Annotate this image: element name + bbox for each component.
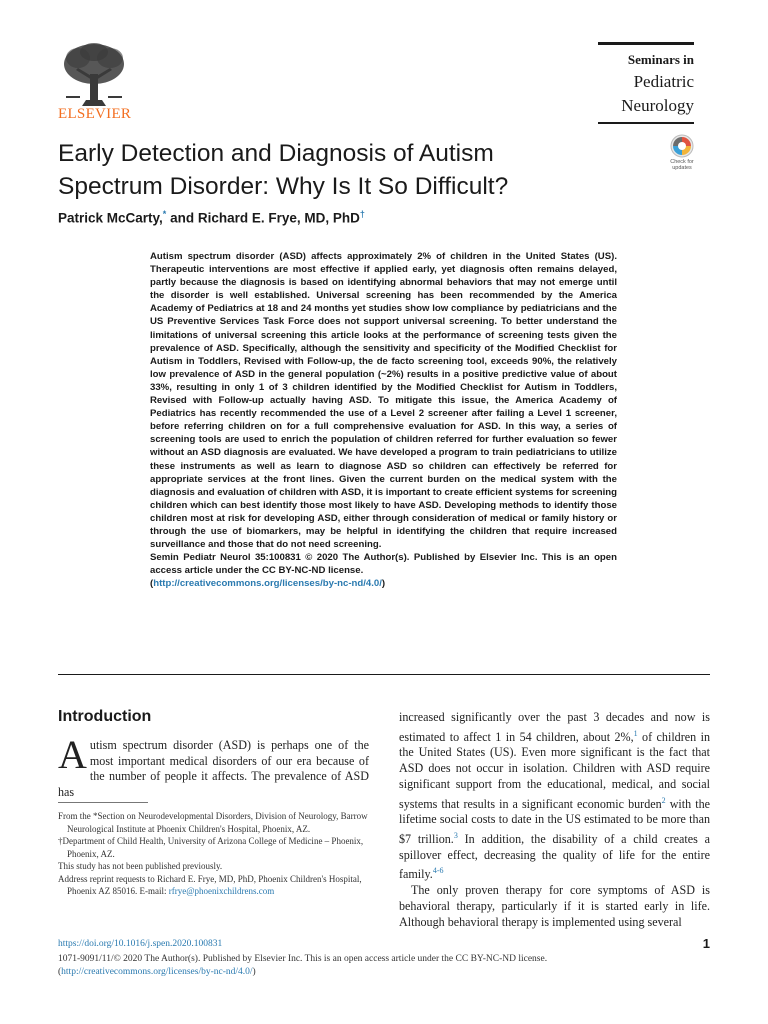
journal-title-line1: Pediatric <box>633 72 694 91</box>
drop-cap: A <box>58 732 87 777</box>
introduction-paragraph-2: The only proven therapy for core symptoms of ASD is behavioral therapy, particularly if it is started early in life. Although behavioral therapy is implemented using several <box>399 883 710 929</box>
introduction-paragraph-1-continued: increased significantly over the past 3 decades and now is estimated to affect 1 in 54 children, about 2%,$^1$ of children in the United States (US). Even more significant is the fact that ASD does not occur in isolation. Children with ASD require significant support from the educational, medical, and social systems that results in a significant economic burden$^2$ with the lifetime social costs to date in the US estimated to be more than $7 trillion.$^3$ In addition, the disability of a child creates a spillover effect, decreasing the quality of life for the entire family.$^{4-6}$ <box>399 710 710 882</box>
author-1-affiliation-link[interactable]: * <box>162 209 167 219</box>
journal-title-line2: Neurology <box>621 96 694 115</box>
license-link[interactable]: http://creativecommons.org/licenses/by-nc-nd/4.0/ <box>153 578 382 590</box>
title-line2: Spectrum Disorder: Why Is It So Difficult? <box>58 173 509 200</box>
author-2: and Richard E. Frye, MD, PhD <box>166 210 360 226</box>
doi <box>58 939 222 949</box>
abstract-license: (http://creativecommons.org/licenses/by-nc-nd/4.0/) <box>150 578 386 590</box>
check-updates-icon <box>664 134 700 158</box>
author-1: Patrick McCarty, <box>58 210 163 226</box>
footer-copyright: 1071-9091/11/© 2020 The Author(s). Published by Elsevier Inc. This is an open access article under the CC BY-NC-ND license. (http://creativecommons.org/licenses/by-nc-nd/4.0/) <box>58 954 548 977</box>
footnote-address: Address reprint requests to Richard E. Frye, MD, PhD, Phoenix Children's Hospital, Phoenix AZ 85016. E-mail: rfrye@phoenixchildrens.com <box>58 873 362 896</box>
section-divider <box>58 674 710 675</box>
abstract <box>150 250 617 590</box>
reference-2-link[interactable]: 2 <box>661 795 666 805</box>
abstract-citation: Semin Pediatr Neurol 35:100831 © 2020 The Author(s). Published by Elsevier Inc. This is an open access article under the CC BY-NC-ND license. <box>150 552 617 577</box>
journal-rule <box>598 122 694 124</box>
footnote-rule <box>58 802 148 803</box>
page-number: 1 <box>702 936 710 951</box>
email-link[interactable]: rfrye@phoenixchildrens.com <box>168 886 275 896</box>
journal-series: Seminars in <box>627 52 694 67</box>
publisher-name: ELSEVIER <box>58 106 132 122</box>
doi-link[interactable]: https://doi.org/10.1016/j.spen.2020.100831 <box>58 939 223 949</box>
footnotes <box>58 810 369 898</box>
reference-3-link[interactable]: 3 <box>453 830 458 840</box>
footnote-affiliation-2: †Department of Child Health, University of Arizona College of Medicine – Phoenix, Phoenix, AZ. <box>58 836 364 859</box>
footer-license-link[interactable]: http://creativecommons.org/licenses/by-nc-nd/4.0/ <box>61 967 253 977</box>
reference-4-6-link[interactable]: 4-6 <box>432 866 444 876</box>
introduction-paragraph-1: Autism spectrum disorder (ASD) is perhaps one of the most important medical disorders of our era because of the number of people it affects. The prevalence of ASD has <box>58 732 369 800</box>
abstract-text: Autism spectrum disorder (ASD) affects approximately 2% of children in the United States (US). Therapeutic interventions are most effective if applied early, yet diagnosis often remains delayed, partly because the diagnosis is based on identifying abnormal behaviors that may not emerge until the disorder is well established. Universal screening has been recommended by the America Academy of Pediatrics at 18 and 24 months yet studies show low compliance by pediatricians and the US Preventive Services Task Force does not support universal screening. To better understand the limitations of universal screening this article looks at the performance of screening tests given the prevalence of ASD. Specifically, although the sensitivity and specificity of the Modified Checklist for Autism in Toddlers, Revised with Follow-up, the de facto screening tool, exceeds 90%, the relatively low prevalence of ASD in the general population (~2%) results in a positive predictive value of about 33%, resulting in only 1 of 3 children identified by the Modified Checklist for Autism in Toddlers, Revised with Follow-up actually having ASD. To mitigate this issue, the America Academy of Pediatrics has recently recommended the use of a Level 2 screener after failing a Level 1 screener, before referring children on for a full comprehensive evaluation for ASD. In this way, a series of screening tools are used to enrich the population of children referred for further evaluation so fewer without an ASD diagnosis are evaluated. We have developed a program to train pediatricians to utilize these instruments as well as learn to diagnose ASD so children can effectively be referred for appropriate services at the front lines. Given the current burden on the medical system with the diagnosis and evaluation of children with ASD, it is important to create efficient systems for screening children which can best identify those most likely to have ASD. Developing methods to identify those children most at risk for developing ASD, either through consideration of medical or family history or through the use of biomarkers, may be helpful in identifying the children that require increased surveillance and those that do not need screening. <box>150 251 617 551</box>
reference-1-link[interactable]: 1 <box>633 728 638 738</box>
introduction-heading: Introduction <box>58 708 152 725</box>
footnote-funding: This study has not been published previously. <box>58 861 223 871</box>
author-2-affiliation-link[interactable]: † <box>359 209 365 219</box>
title-line1: Early Detection and Diagnosis of Autism <box>58 140 494 167</box>
article-title <box>58 137 658 203</box>
author-list <box>58 209 658 226</box>
check-updates-label: Check for updates <box>670 159 694 171</box>
introduction-column-right <box>399 710 710 930</box>
footnote-affiliation-1: From the *Section on Neurodevelopmental Disorders, Division of Neurology, Barrow Neurological Institute at Phoenix Children's Hospital, Phoenix, AZ. <box>58 811 368 834</box>
journal-masthead <box>598 42 694 124</box>
